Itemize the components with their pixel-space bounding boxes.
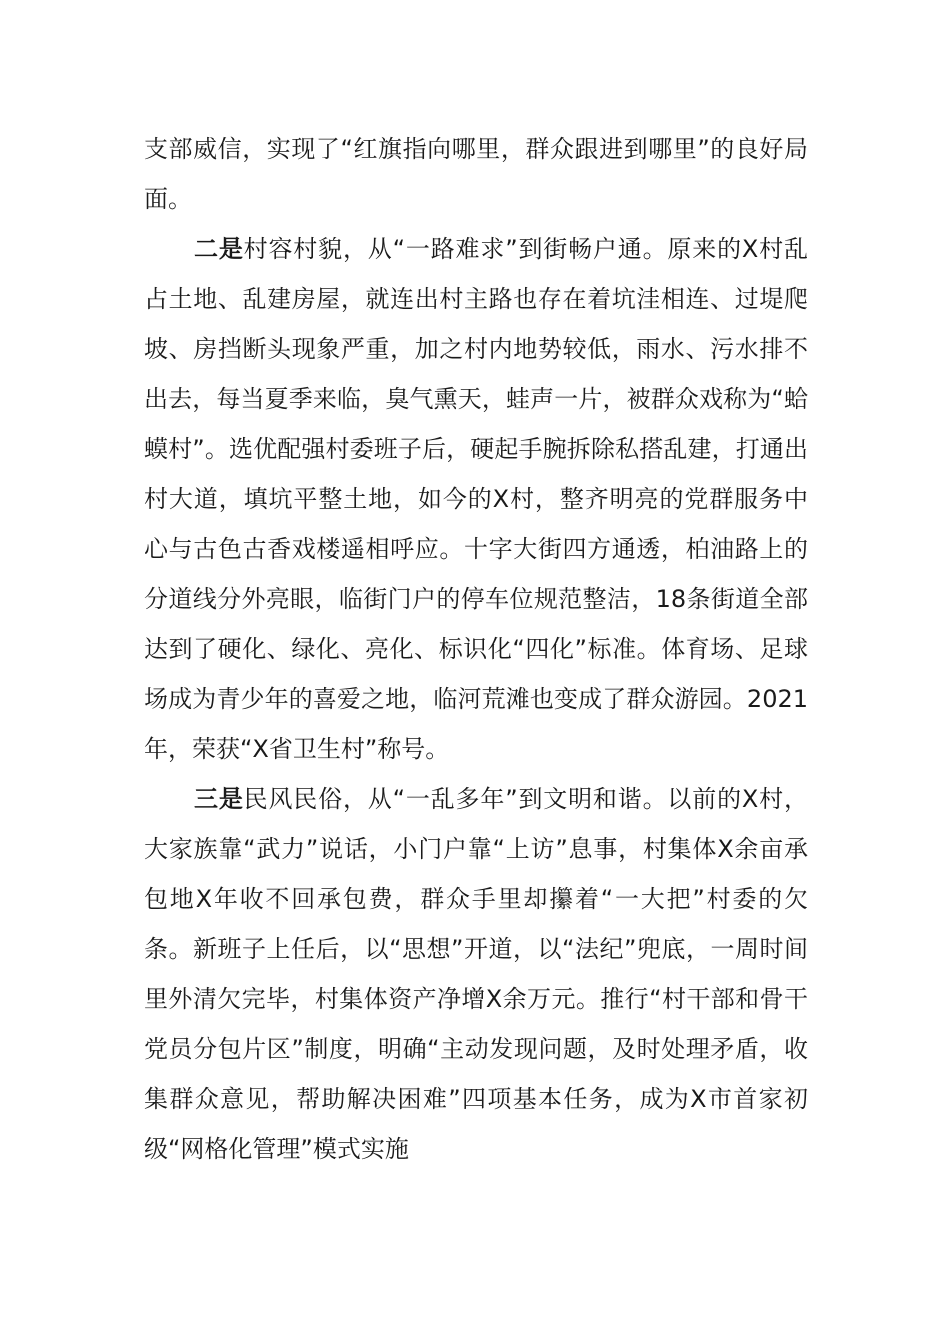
document-body — [144, 124, 808, 1174]
paragraph-3 — [144, 774, 808, 1174]
paragraph-3-text: 民风民俗，从“一乱多年”到文明和谐。以前的X村，大家族靠“武力”说话，小门户靠“上访”息事，村集体X余亩承包地X年收不回承包费，群众手里却攥着“一大把”村委的欠条。新班子上任后，以“思想”开道，以“法纪”兜底，一周时间里外清欠完毕，村集体资产净增X余万元。推行“村干部和骨干党员分包片区”制度，明确“主动发现问题，及时处理矛盾，收集群众意见，帮助解决困难”四项基本任务，成为X市首家初级“网格化管理”模式实施 — [144, 785, 808, 1163]
paragraph-2 — [144, 224, 808, 774]
paragraph-1 — [144, 124, 808, 224]
paragraph-3-lead: 三是 — [194, 785, 244, 813]
paragraph-1-text: 支部威信，实现了“红旗指向哪里，群众跟进到哪里”的良好局面。 — [144, 135, 808, 213]
paragraph-2-lead: 二是 — [194, 235, 244, 263]
paragraph-2-text: 村容村貌，从“一路难求”到街畅户通。原来的X村乱占土地、乱建房屋，就连出村主路也存在着坑洼相连、过堤爬坡、房挡断头现象严重，加之村内地势较低，雨水、污水排不出去，每当夏季来临，臭气熏天，蛙声一片，被群众戏称为“蛤蟆村”。选优配强村委班子后，硬起手腕拆除私搭乱建，打通出村大道，填坑平整土地，如今的X村，整齐明亮的党群服务中心与古色古香戏楼遥相呼应。十字大街四方通透，柏油路上的分道线分外亮眼，临街门户的停车位规范整洁，18条街道全部达到了硬化、绿化、亮化、标识化“四化”标准。体育场、足球场成为青少年的喜爱之地，临河荒滩也变成了群众游园。2021年，荣获“X省卫生村”称号。 — [144, 235, 808, 763]
